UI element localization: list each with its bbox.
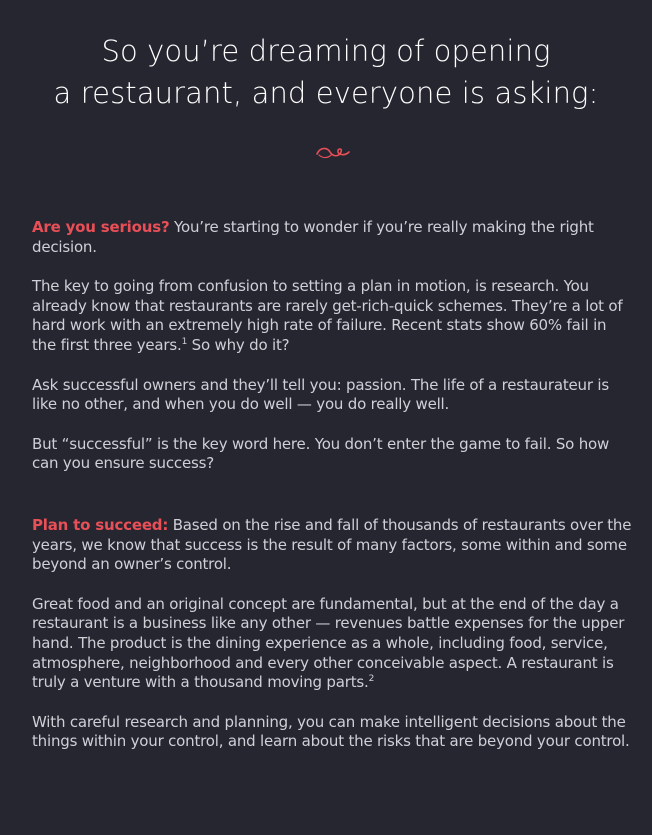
section-plan-to-succeed — [32, 516, 632, 752]
paragraph — [32, 218, 632, 257]
paragraph-text: You’re starting to wonder if you’re really making the right decision. — [32, 218, 594, 256]
swirl-ornament-icon — [313, 143, 353, 163]
paragraph-text: Based on the rise and fall of thousands of restaurants over the years, we know that success is the result of many factors, some within and some beyond an owner’s control. — [32, 516, 632, 574]
paragraph-text: So why do it? — [187, 335, 290, 354]
lead-heading: Are you serious? — [32, 218, 170, 236]
footnote-marker: 2 — [368, 674, 375, 685]
section-are-you-serious — [32, 218, 632, 474]
paragraph: But “successful” is the key word here. You don’t enter the game to fail. So how can you ensure success? — [32, 434, 610, 473]
paragraph-text: Great food and an original concept are fundamental, but at the end of the day a restaurant is a business like any other — revenues battle expenses for the upper hand. The product is the dining experience as a whole, including food, service, atmosphere, neighborhood and every other conceivable aspect. A restaurant is truly a venture with a thousand moving parts. — [32, 594, 625, 692]
title-line-1: So you’re dreaming of opening — [101, 34, 551, 68]
page-title — [0, 30, 652, 114]
paragraph-text: The key to going from confusion to setting a plan in motion, is research. You already know that restaurants are rarely get-rich-quick schemes. They’re a lot of hard work with an extremely high rate of failure. Recent stats show 60% fail in the first three years. — [32, 277, 623, 354]
paragraph: With careful research and planning, you can make intelligent decisions about the things within your control, and learn about the risks that are beyond your control. — [32, 712, 630, 751]
paragraph — [32, 516, 632, 575]
footnote-marker: 1 — [181, 336, 188, 347]
paragraph — [32, 595, 632, 693]
title-line-2: a restaurant, and everyone is asking: — [53, 76, 599, 110]
paragraph: Ask successful owners and they’ll tell you: passion. The life of a restaurateur is like no other, and when you do well — you do really well. — [32, 375, 609, 414]
lead-heading: Plan to succeed: — [32, 516, 169, 534]
paragraph — [32, 277, 632, 355]
